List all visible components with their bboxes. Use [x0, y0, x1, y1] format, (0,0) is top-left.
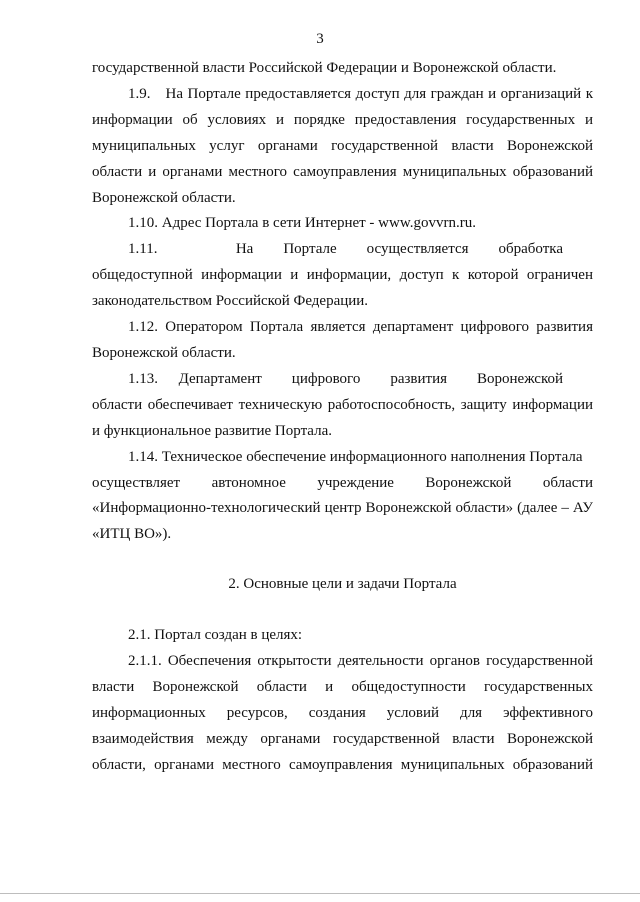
paragraph-2-1-1-line3: информационных ресурсов, создания условий для эффективного — [92, 704, 593, 721]
paragraph-1-11: 1.11. На Портале осуществляется обработка общедоступной информации и информации, доступ к которой ограничен законодательством Российской Федерации. — [92, 241, 593, 310]
paragraph-1-14-line2: осуществляет автономное учреждение Воронежской области — [92, 474, 593, 491]
paragraph-2-1-1-line4: взаимодействия между органами государственной власти Воронежской — [92, 730, 593, 747]
document-body — [92, 56, 593, 779]
paragraph-continuation: государственной власти Российской Федерации и Воронежской области. — [92, 60, 557, 76]
section-heading: 2. Основные цели и задачи Портала — [228, 576, 457, 593]
paragraph-2-1-1-line1: 2.1.1. Обеспечения открытости деятельности органов государственной — [128, 653, 593, 670]
page-number: 3 — [316, 31, 324, 47]
paragraph-1-14: 1.14. Техническое обеспечение информационного наполнения Портала — [128, 448, 583, 465]
paragraph-1-14-rest: «Информационно-технологический центр Воронежской области» (далее – АУ «ИТЦ ВО»). — [92, 500, 593, 543]
paragraph-2-1-1-line5: области, органами местного самоуправления муниципальных образований — [92, 756, 593, 773]
paragraph-1-12: 1.12. Оператором Портала является департамент цифрового развития Воронежской области. — [92, 319, 593, 361]
paragraph-2-1-1-line2: власти Воронежской области и общедоступности государственных — [92, 678, 593, 695]
page-bottom-edge — [0, 893, 640, 894]
paragraph-2-1: 2.1. Портал создан в целях: — [128, 627, 303, 644]
paragraph-1-10: 1.10. Адрес Портала в сети Интернет - www.govvrn.ru. — [128, 215, 476, 232]
paragraph-1-9: 1.9. На Портале предоставляется доступ для граждан и организаций к информации об условиях и порядке предоставления государственных и муниципальных услуг органами государственной власти Воронежской области и органами местного самоуправления муниципальных образований Воронежской области. — [92, 85, 593, 206]
paragraph-1-13: 1.13. Департамент цифрового развития Воронежской области обеспечивает техническую работоспособность, защиту информации и функциональное развитие Портала. — [92, 370, 593, 439]
